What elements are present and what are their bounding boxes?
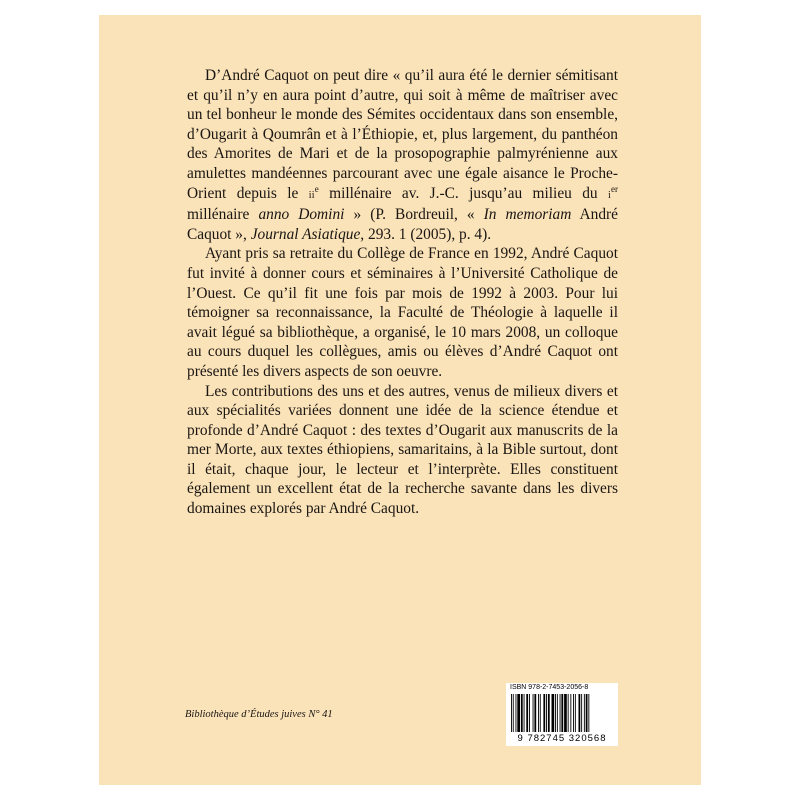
blurb-paragraph-1 xyxy=(187,66,618,244)
blurb-text xyxy=(187,66,618,519)
series-label: Bibliothèque d’Études juives N° 41 xyxy=(185,709,333,720)
paragraph-text: D’André Caquot on peut dire « qu’il aura été le dernier sémitisant et qu’il n’y en aura point d’autre, qui soit à même de maîtriser avec un tel bonheur le monde des Sémites occidentaux dans son ensemble, d’Ougarit à Qoumrân et à l’Éthiopie, et, plus largement, du panthéon des Amorites de Mari et de la prosopographie palmyrénienne aux amulettes mandéennes parcourant avec une égale aisance le Proche-Orient depuis le xyxy=(187,67,618,202)
italic-text: Journal Asiatique xyxy=(250,225,361,243)
paragraph-text: , 293. 1 (2005), p. 4). xyxy=(360,225,492,243)
superscript: e xyxy=(314,183,319,194)
paragraph-text: » (P. Bordreuil, « xyxy=(344,206,484,224)
blurb-paragraph-2: Ayant pris sa retraite du Collège de France en 1992, André Caquot fut invité à donner cours et séminaires à l’Université Catholique de l’Ouest. Ce qu’il fit une fois par mois de 1992 à 2003. Pour lui témoigner sa reconnaissance, la Faculté de Théologie à laquelle il avait légué sa bibliothèque, a organisé, le 10 mars 2008, un colloque au cours duquel les collègues, amis ou élèves d’André Caquot ont présenté les divers aspects de son oeuvre. xyxy=(187,245,618,380)
italic-text: In memoriam xyxy=(483,206,572,224)
isbn-label: ISBN 978-2-7453-2056-8 xyxy=(510,684,589,691)
paragraph-text: André Caquot », xyxy=(187,206,618,243)
isbn-barcode xyxy=(506,683,618,746)
paragraph-text: millénaire av. J.-C. jusqu’au milieu du xyxy=(318,184,609,202)
barcode-digits: 9 782745 320568 xyxy=(517,733,607,744)
italic-text: anno Domini xyxy=(258,206,345,224)
paragraph-text: millénaire xyxy=(187,206,259,224)
century-numeral: ii xyxy=(308,189,315,201)
superscript: er xyxy=(611,183,618,194)
blurb-paragraph-3: Les contributions des uns et des autres, venus de milieux divers et aux spécialités variées donnent une idée de la science étendue et profonde d’André Caquot : des textes d’Ougarit aux manuscrits de la mer Morte, aux textes éthiopiens, samaritains, à la Bible surtout, dont il était, chaque jour, le lecteur et l’interprète. Elles constituent également un excellent état de la recherche savante dans les divers domaines explorés par André Caquot. xyxy=(187,382,618,518)
century-numeral: i xyxy=(608,189,611,201)
barcode-bars xyxy=(509,694,615,732)
